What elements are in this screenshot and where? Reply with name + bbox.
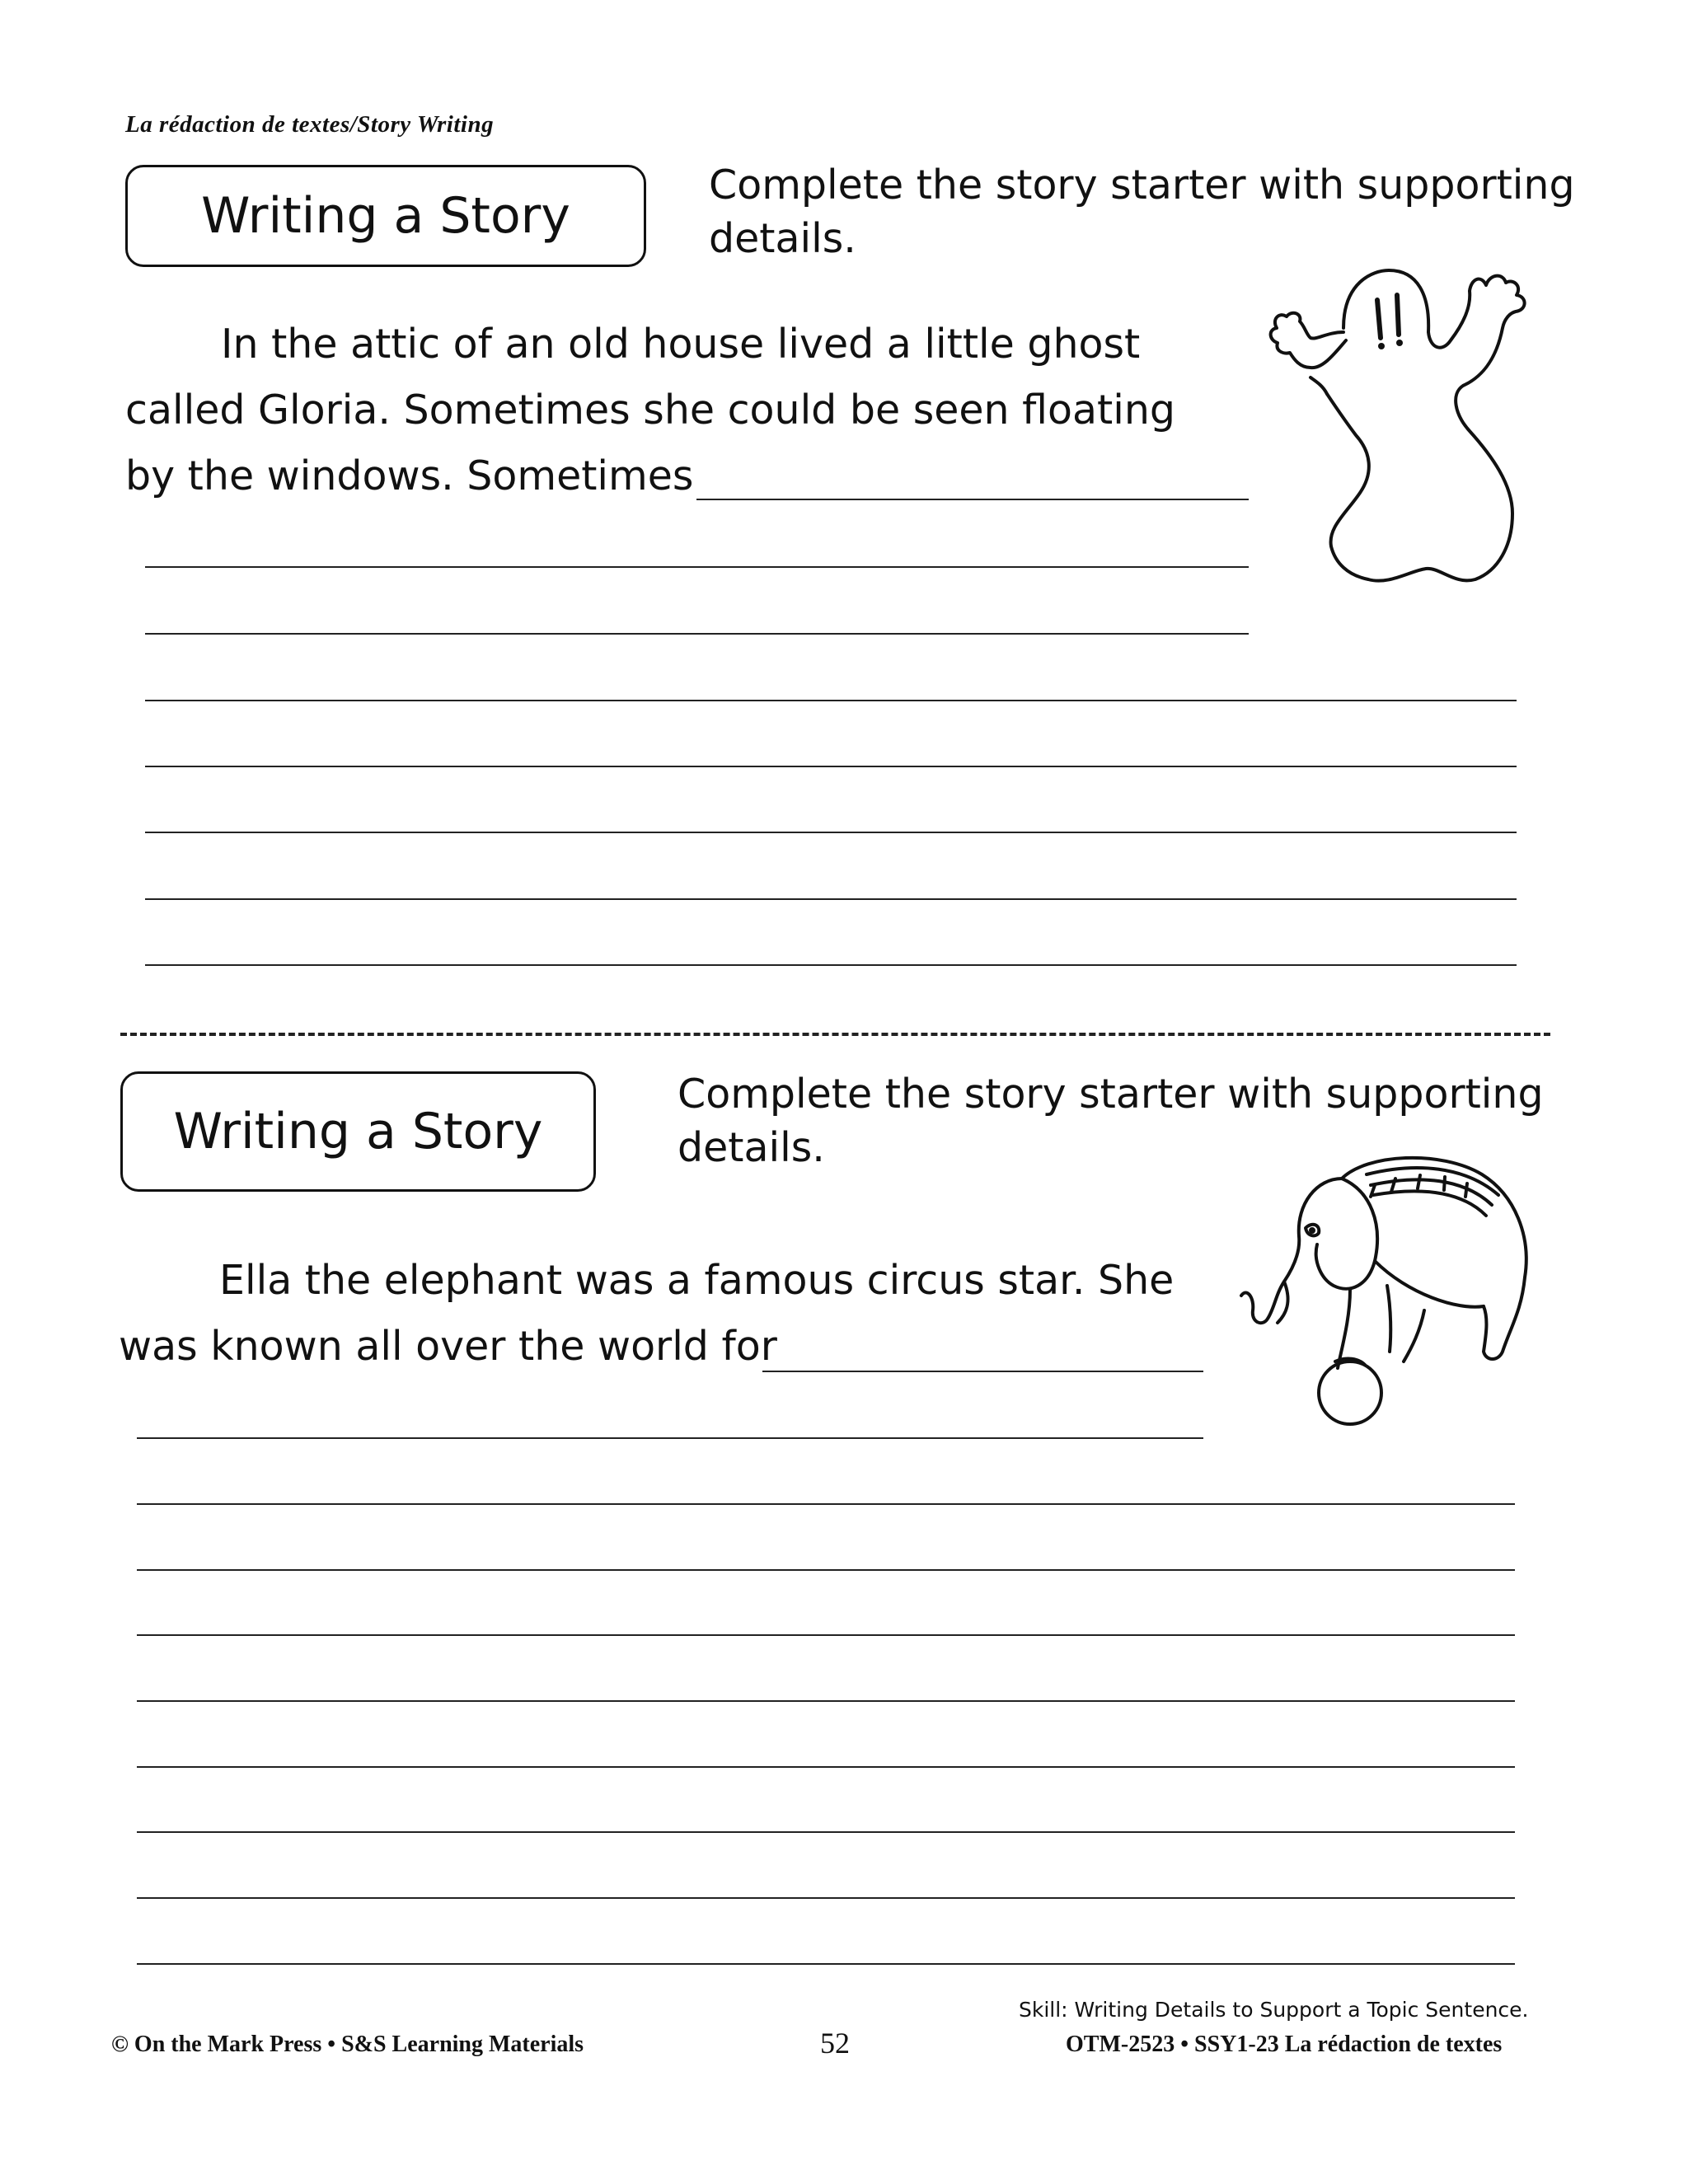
writing-line[interactable] bbox=[145, 898, 1517, 900]
writing-line[interactable] bbox=[137, 1569, 1515, 1571]
writing-line[interactable] bbox=[137, 1503, 1515, 1505]
section1-title-box bbox=[125, 165, 646, 267]
section1-instruction-line1: Complete the story starter with supporting bbox=[709, 162, 1575, 209]
footer-skill: Skill: Writing Details to Support a Topic Sentence. bbox=[1019, 1998, 1529, 2022]
cut-line-divider bbox=[120, 1033, 1550, 1036]
writing-line[interactable] bbox=[145, 566, 1249, 568]
section2-title-box bbox=[120, 1071, 596, 1192]
writing-line[interactable] bbox=[137, 1963, 1515, 1965]
section2-story bbox=[119, 1248, 1174, 1380]
writing-line[interactable] bbox=[145, 964, 1517, 966]
page-number: 52 bbox=[820, 2027, 850, 2060]
writing-line[interactable] bbox=[696, 499, 1249, 500]
section1-story-line3: by the windows. Sometimes bbox=[125, 452, 694, 499]
section1-story-line1: In the attic of an old house lived a little ghost bbox=[221, 321, 1141, 368]
writing-line[interactable] bbox=[145, 766, 1517, 767]
writing-line[interactable] bbox=[137, 1700, 1515, 1702]
writing-line[interactable] bbox=[762, 1371, 1203, 1372]
footer-copyright: © On the Mark Press • S&S Learning Materials bbox=[111, 2032, 584, 2057]
writing-line[interactable] bbox=[137, 1897, 1515, 1899]
writing-line[interactable] bbox=[145, 633, 1249, 635]
writing-line[interactable] bbox=[137, 1634, 1515, 1636]
section1-title: Writing a Story bbox=[201, 187, 570, 245]
section2-story-line1: Ella the elephant was a famous circus star. She bbox=[219, 1257, 1175, 1304]
writing-line[interactable] bbox=[145, 700, 1517, 701]
section1-instruction-line2: details. bbox=[709, 215, 856, 262]
section2-instruction-line2: details. bbox=[678, 1124, 825, 1171]
section1-story bbox=[125, 312, 1175, 509]
section1-instruction bbox=[709, 158, 1575, 265]
section2-title: Writing a Story bbox=[173, 1103, 543, 1160]
elephant-icon bbox=[1226, 1146, 1540, 1434]
header-label: La rédaction de textes/Story Writing bbox=[125, 111, 495, 138]
writing-line[interactable] bbox=[137, 1437, 1203, 1439]
footer-code: OTM-2523 • SSY1-23 La rédaction de textes bbox=[1066, 2032, 1503, 2057]
section2-story-line2: was known all over the world for bbox=[119, 1323, 777, 1370]
section1-story-line2: called Gloria. Sometimes she could be seen floating bbox=[125, 387, 1175, 434]
writing-line[interactable] bbox=[137, 1831, 1515, 1833]
writing-line[interactable] bbox=[145, 832, 1517, 833]
ghost-icon bbox=[1265, 262, 1537, 588]
section2-instruction-line1: Complete the story starter with supporting bbox=[678, 1071, 1544, 1118]
writing-line[interactable] bbox=[137, 1766, 1515, 1768]
